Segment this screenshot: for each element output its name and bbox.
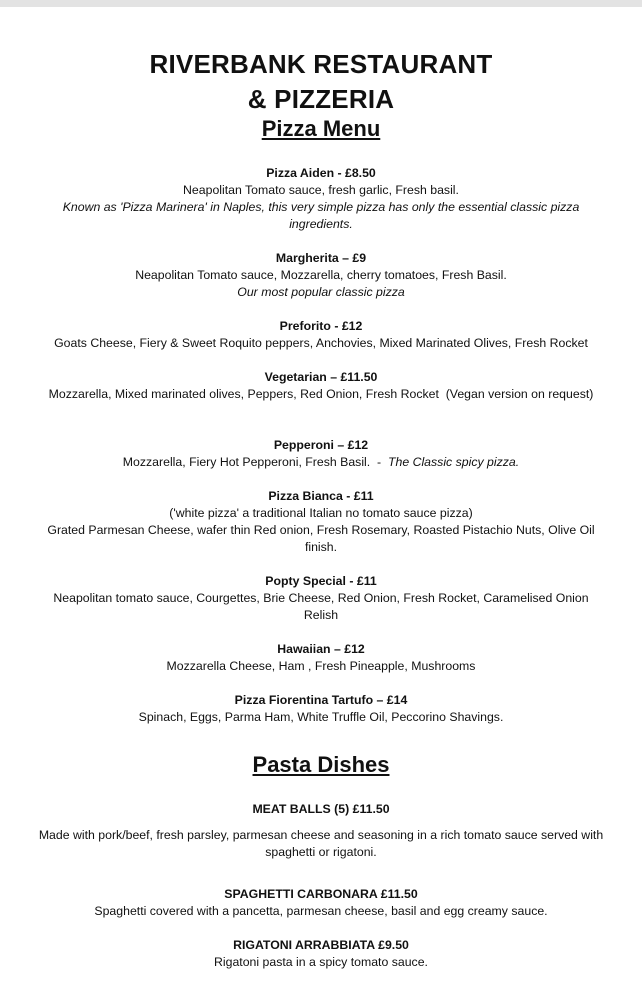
item-description: Mozzarella Cheese, Ham , Fresh Pineapple, Mushrooms	[166, 659, 476, 673]
menu-item-popty-special	[40, 573, 602, 624]
item-subtitle: ('white pizza' a traditional Italian no tomato sauce pizza)	[169, 506, 473, 520]
item-name: Popty Special - £11	[265, 574, 377, 588]
item-description: Rigatoni pasta in a spicy tomato sauce.	[214, 955, 428, 969]
item-description: Spinach, Eggs, Parma Ham, White Truffle Oil, Peccorino Shavings.	[138, 710, 504, 724]
item-name: MEAT BALLS (5) £11.50	[252, 802, 390, 816]
menu-item-pizza-bianca	[40, 488, 602, 556]
item-name: RIGATONI ARRABBIATA £9.50	[233, 938, 409, 952]
restaurant-name-line-2: & PIZZERIA	[247, 84, 395, 114]
item-note: Our most popular classic pizza	[237, 285, 405, 299]
item-description: Neapolitan Tomato sauce, fresh garlic, Fresh basil.	[183, 183, 459, 197]
menu-item-pizza-aiden	[40, 165, 602, 233]
item-name: Margherita – £9	[275, 251, 367, 265]
pasta-dishes-title: Pasta Dishes	[252, 752, 390, 777]
item-description: Made with pork/beef, fresh parsley, parmesan cheese and seasoning in a rich tomato sauce served with spaghetti or rigatoni.	[38, 828, 607, 859]
item-name: Hawaiian – £12	[277, 642, 365, 656]
item-description: Neapolitan Tomato sauce, Mozzarella, cherry tomatoes, Fresh Basil.	[135, 268, 507, 282]
top-bar	[0, 0, 642, 7]
pizza-menu-title: Pizza Menu	[261, 116, 381, 141]
item-note: Known as 'Pizza Marinera' in Naples, this very simple pizza has only the essential classic pizza ingredients.	[62, 200, 580, 231]
restaurant-name-line-1: RIVERBANK RESTAURANT	[149, 49, 493, 79]
item-name: Pepperoni – £12	[273, 438, 369, 452]
menu-item-preforito	[20, 318, 622, 352]
item-name: Preforito - £12	[279, 319, 363, 333]
menu-item-spaghetti-carbonara	[40, 886, 602, 920]
menu-item-meat-balls	[20, 801, 622, 861]
item-name: SPAGHETTI CARBONARA £11.50	[224, 887, 418, 901]
menu-item-hawaiian	[40, 641, 602, 675]
item-description: Mozzarella, Mixed marinated olives, Peppers, Red Onion, Fresh Rocket (Vegan version on request)	[48, 387, 594, 401]
item-description: Grated Parmesan Cheese, wafer thin Red onion, Fresh Rosemary, Roasted Pistachio Nuts, Olive Oil finish.	[47, 523, 599, 554]
item-description: Neapolitan tomato sauce, Courgettes, Brie Cheese, Red Onion, Fresh Rocket, Caramelised Onion Relish	[53, 591, 593, 622]
menu-item-pizza-fiorentina-tartufo	[40, 692, 602, 726]
item-description: Goats Cheese, Fiery & Sweet Roquito peppers, Anchovies, Mixed Marinated Olives, Fresh Rocket	[54, 336, 588, 350]
item-name: Vegetarian – £11.50	[264, 370, 378, 384]
menu-item-vegetarian	[40, 369, 602, 403]
item-name: Pizza Aiden - £8.50	[266, 166, 376, 180]
menu-item-pepperoni	[40, 437, 602, 471]
menu-item-margherita	[40, 250, 602, 301]
item-description: Spaghetti covered with a pancetta, parmesan cheese, basil and egg creamy sauce.	[94, 904, 548, 918]
item-description-line	[40, 454, 602, 471]
menu-item-rigatoni-arrabbiata	[40, 937, 602, 971]
item-inline-note: The Classic spicy pizza.	[387, 455, 520, 469]
item-description: Mozzarella, Fiery Hot Pepperoni, Fresh Basil. -	[122, 455, 388, 469]
item-name: Pizza Bianca - £11	[268, 489, 374, 503]
item-name: Pizza Fiorentina Tartufo – £14	[234, 693, 408, 707]
